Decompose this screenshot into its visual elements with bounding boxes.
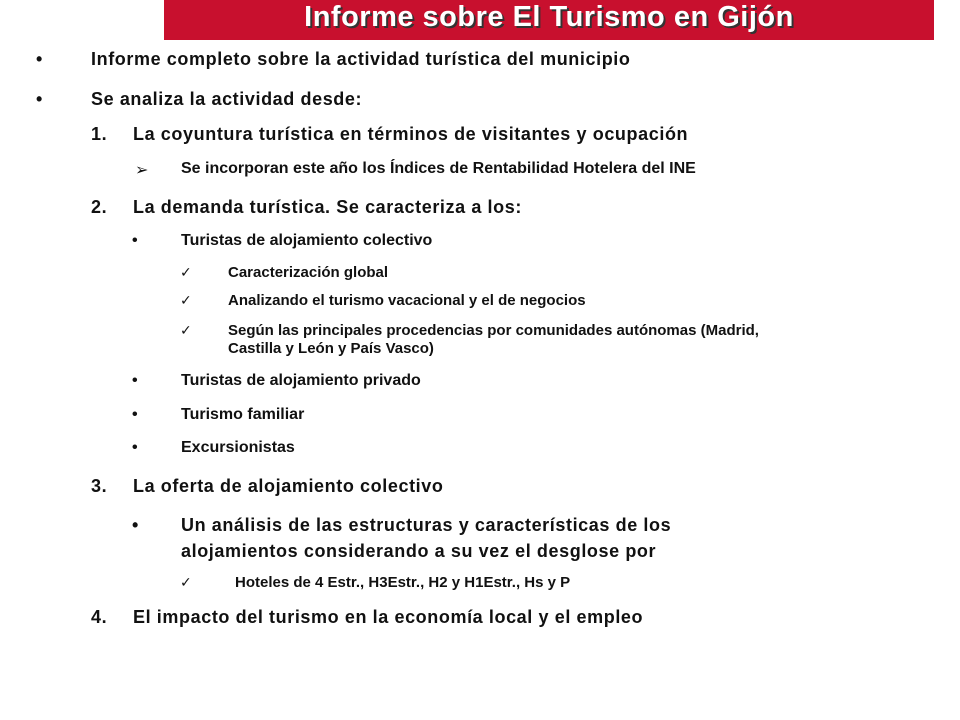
bullet-icon: •: [132, 372, 138, 389]
title-banner: [164, 0, 934, 40]
check-icon: ✓: [180, 264, 192, 280]
check-icon: ✓: [180, 322, 192, 338]
page-title: Informe sobre El Turismo en Gijón: [304, 1, 794, 33]
sub-sub-item-text: Hoteles de 4 Estr., H3Estr., H2 y H1Estr., Hs y P: [235, 574, 571, 591]
list-item-text: La coyuntura turística en términos de visitantes y ocupación: [133, 124, 689, 144]
list-number: 3.: [91, 476, 108, 496]
bullet-icon: •: [132, 406, 138, 423]
bullet-text: Informe completo sobre la actividad turística del municipio: [91, 49, 631, 69]
check-icon: ✓: [180, 574, 192, 590]
sub-sub-item-text-continued: Castilla y León y País Vasco): [228, 340, 434, 357]
bullet-icon: •: [36, 89, 43, 109]
list-number: 4.: [91, 607, 108, 627]
list-item-text: La oferta de alojamiento colectivo: [133, 476, 444, 496]
sub-item-text: Un análisis de las estructuras y características de los: [181, 515, 672, 535]
sub-sub-item-text: Caracterización global: [228, 264, 389, 281]
sub-item-text-continued: alojamientos considerando a su vez el desglose por: [181, 541, 657, 561]
sub-item-text: Excursionistas: [181, 439, 295, 456]
bullet-icon: •: [132, 232, 138, 249]
bullet-text: Se analiza la actividad desde:: [91, 89, 363, 109]
sub-item-text: Turistas de alojamiento privado: [181, 372, 421, 389]
list-number: 1.: [91, 124, 108, 144]
sub-sub-item-text: Según las principales procedencias por comunidades autónomas (Madrid,: [228, 322, 759, 339]
bullet-icon: •: [36, 49, 43, 69]
list-item-text: La demanda turística. Se caracteriza a los:: [133, 197, 522, 217]
sub-sub-item-text: Analizando el turismo vacacional y el de negocios: [228, 292, 586, 309]
sub-item-text: Turistas de alojamiento colectivo: [181, 232, 433, 249]
check-icon: ✓: [180, 292, 192, 308]
sub-item-text: Se incorporan este año los Índices de Rentabilidad Hotelera del INE: [181, 160, 696, 177]
bullet-icon: •: [132, 515, 139, 535]
list-number: 2.: [91, 197, 108, 217]
list-item-text: El impacto del turismo en la economía local y el empleo: [133, 607, 644, 627]
bullet-icon: •: [132, 439, 138, 456]
sub-item-text: Turismo familiar: [181, 406, 305, 423]
arrow-bullet-icon: ➢: [135, 162, 149, 179]
